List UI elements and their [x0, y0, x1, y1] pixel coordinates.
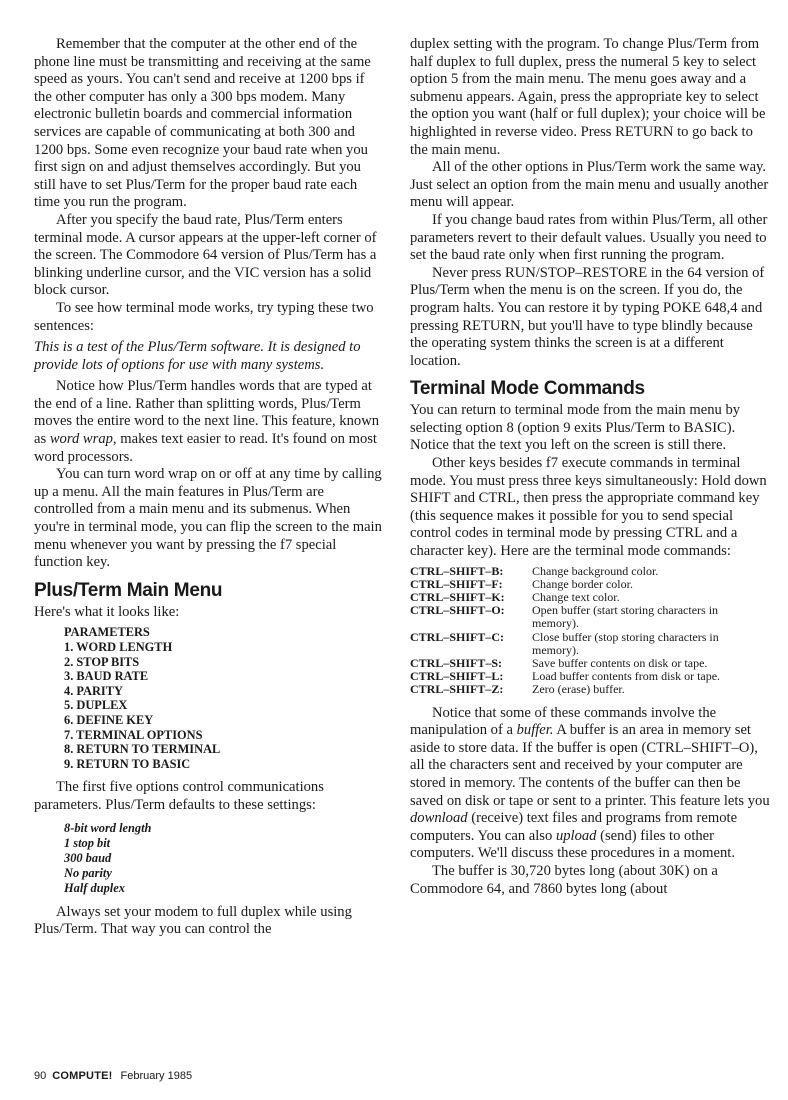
emphasis: buffer. [516, 722, 554, 739]
command-description: Close buffer (stop storing characters in memory). [532, 629, 719, 657]
command-key: CTRL–SHIFT–B: [410, 563, 504, 578]
paragraph: The first five options control communications parameters. Plus/Term defaults to these settings: [34, 779, 324, 813]
command-key: CTRL–SHIFT–O: [410, 603, 505, 618]
command-description: Load buffer contents from disk or tape. [532, 669, 721, 684]
menu-line: 2. STOP BITS [64, 654, 140, 669]
left-column [34, 36, 384, 939]
issue-date: February 1985 [120, 1070, 193, 1082]
menu-line: 1. WORD LENGTH [64, 640, 173, 654]
emphasis: download [410, 810, 468, 827]
paragraph: You can turn word wrap on or off at any time by calling up a menu. All the main features in Plus/Term are controlled from a main menu and its submenus. When you're in terminal mode, you can flip the screen to the main menu whenever you want by pressing the f7 special function key. [34, 466, 382, 571]
paragraph [410, 705, 772, 863]
paragraph: If you change baud rates from within Plus/Term, all other parameters revert to their default values. Usually you need to set the baud rate only when first running the program. [410, 211, 768, 264]
command-description: Zero (erase) buffer. [532, 682, 625, 697]
paragraph: You can return to terminal mode from the main menu by selecting option 8 (option 9 exits Plus/Term to BASIC). Notice that the text you left on the screen is still there. [410, 402, 741, 454]
command-key: CTRL–SHIFT–L: [410, 669, 504, 684]
command-description: Change text color. [532, 590, 620, 605]
main-menu-listing [64, 625, 384, 771]
text-run: Notice how Plus/Term handles words that are typed at the end of a line. Rather than splitting words, Plus/Term moves the entire word to the next line. This feature, known as [34, 378, 380, 448]
paragraph: Other keys besides f7 execute commands in terminal mode. You must press three keys simultaneously: Hold down SHIFT and CTRL, then press the appropriate command key (this sequence makes it possible for you to send special control codes in terminal mode by pressing CTRL and a character key). Here are the terminal mode commands: [410, 455, 767, 560]
setting-line: Half duplex [64, 880, 125, 895]
paragraph: Remember that the computer at the other end of the phone line must be transmitting and receiving at the same speed as yours. You can't send and receive at 1200 bps if the other computer has only a 300 bps modem. Many electronic bulletin boards and commercial information services are capable of communicating at both 300 and 1200 bps. Some even recognize your baud rate when you first sign on and adjust themselves accordingly. But you still have to set Plus/Term for the proper baud rate each time you run the program. [34, 36, 371, 211]
command-row [410, 604, 768, 630]
paragraph: Never press RUN/STOP–RESTORE in the 64 version of Plus/Term when the menu is on the screen. If you do, the program halts. You can restore it by typing POKE 648,4 and pressing RETURN, but you'll have to type blindly because the operating system thinks the screen is at a different location. [410, 264, 765, 369]
command-description: Change border color. [532, 576, 633, 591]
setting-line: 300 baud [64, 850, 112, 865]
emphasis: upload [555, 827, 597, 844]
sample-text: This is a test of the Plus/Term software. It is designed to provide lots of options for use with many systems. [34, 339, 361, 373]
menu-line: 8. RETURN TO TERMINAL [64, 742, 221, 757]
text-run: makes text easier to read. It's found on most word processors. [34, 431, 377, 465]
command-table [410, 565, 768, 697]
emphasis: word wrap, [49, 431, 117, 448]
command-row [410, 565, 768, 578]
section-heading: Plus/Term Main Menu [34, 579, 223, 601]
command-row [410, 683, 768, 696]
command-description: Change background color. [532, 563, 659, 578]
paragraph: All of the other options in Plus/Term work the same way. Just select an option from the main menu and usually another menu will appear. [410, 159, 769, 211]
text-run: (send) files to other computers. We'll discuss these procedures in a moment. [410, 827, 736, 862]
page-number: 90 [34, 1070, 47, 1082]
page-footer [34, 1069, 192, 1083]
default-settings-list [64, 821, 384, 896]
command-description: Open buffer (start storing characters in memory). [532, 603, 719, 631]
command-description: Save buffer contents on disk or tape. [532, 656, 708, 671]
text-run: (receive) text files and programs from remote computers. You can also [410, 810, 738, 844]
text-run: A buffer is an area in memory set aside to store data. If the buffer is open (CTRL–SHIFT–O), all the characters sent and received by your computer are stored in memory. The contents of the buffer can then be saved on disk or tape or sent to a printer. This feature lets you [410, 722, 770, 809]
paragraph [34, 378, 384, 466]
setting-line: 8-bit word length [64, 820, 152, 835]
menu-line: 6. DEFINE KEY [64, 712, 154, 727]
paragraph: Always set your modem to full duplex while using Plus/Term. That way you can control the [34, 903, 352, 938]
paragraph: To see how terminal mode works, try typing these two sentences: [34, 299, 374, 334]
command-key: CTRL–SHIFT–Z: [410, 682, 504, 697]
menu-line: 3. BAUD RATE [64, 669, 149, 684]
command-key: CTRL–SHIFT–K: [410, 590, 505, 605]
paragraph: Here's what it looks like: [34, 603, 180, 620]
paragraph: duplex setting with the program. To change Plus/Term from half duplex to full duplex, press the numeral 5 key to select option 5 from the main menu. The menu goes away and a submenu appears. Again, press the appropriate key to select the option you want (half or full duplex); your choice will be highlighted in reverse video. Press RETURN to go back to the main menu. [410, 36, 766, 158]
command-key: CTRL–SHIFT–F: [410, 576, 503, 591]
menu-line: 9. RETURN TO BASIC [64, 756, 191, 771]
menu-line: 7. TERMINAL OPTIONS [64, 727, 203, 742]
command-key: CTRL–SHIFT–S: [410, 656, 503, 671]
command-row [410, 631, 768, 657]
magazine-name: COMPUTE! [52, 1070, 113, 1082]
setting-line: 1 stop bit [64, 835, 111, 850]
right-column [410, 36, 772, 898]
text-run: Notice that some of these commands involve the manipulation of a [410, 704, 717, 739]
menu-line: 4. PARITY [64, 683, 123, 698]
setting-line: No parity [64, 865, 112, 880]
paragraph: The buffer is 30,720 bytes long (about 30K) on a Commodore 64, and 7860 bytes long (about [410, 863, 718, 897]
menu-line: PARAMETERS [64, 625, 150, 640]
command-key: CTRL–SHIFT–C: [410, 629, 505, 644]
section-heading: Terminal Mode Commands [410, 378, 645, 400]
paragraph: After you specify the baud rate, Plus/Term enters terminal mode. A cursor appears at the upper-left corner of the screen. The Commodore 64 version of Plus/Term has a blinking underline cursor, and the VIC version has a solid block cursor. [34, 211, 377, 299]
menu-line: 5. DUPLEX [64, 698, 128, 713]
